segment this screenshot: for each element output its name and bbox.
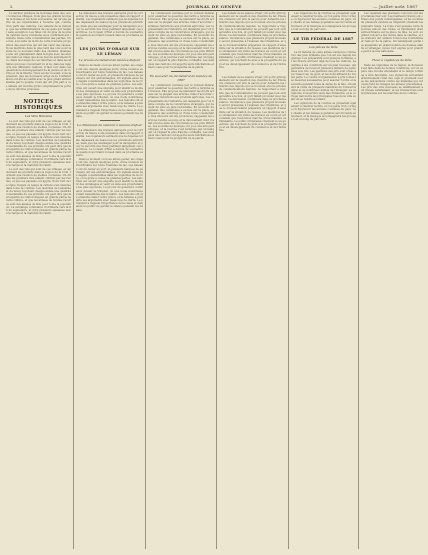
article-subheading: Les pièces de Dôle xyxy=(309,44,338,49)
divider xyxy=(382,55,402,56)
divider xyxy=(100,120,120,121)
section-heading: NOTICES HISTORIQUES xyxy=(14,98,63,111)
column-2 xyxy=(76,12,143,551)
divider xyxy=(171,71,191,72)
article-text: La dimension des travaux entrepris pour la correction du fleuve a été présentée dans un rapport détaillé. Les ingénieurs estiment que la dépense totale dépassera de beaucoup les prévisions primitives, mais que les avantages pour la navigation et pour la sécurité des rives justifient largement ces sacrifices. Le Conseil d'État a décidé de soumettre la question au Grand Conseil dans sa prochaine session. xyxy=(76,12,143,41)
article-text: La commission nommée par le Conseil fédéral pour examiner la question des tarifs a terminé ses travaux. Elle propose de maintenir les droits actuels sur la plupart des articles, mais d'accorder certaines réductions aux produits agricoles. Les représentants de l'industrie ont demandé que l'on tienne compte de la concurrence étrangère, qui devient de plus en plus redoutable. En souvenir du général, une cérémonie a eu lieu sur la place, en présence des autorités et d'une foule considérable. Des discours ont été prononcés, rappelant les services rendus au pays et le dévouement dont il a fait preuve dans les circonstances les plus difficiles. Les sociétés de musique ont joué des airs patriotiques, et la journée s'est terminée par un banquet où régnait la plus franche cordialité. Les délégués des cantons ont apporté leurs félicitations et leurs vœux pour la prospérité de la patrie. xyxy=(148,83,214,141)
divider xyxy=(100,42,120,43)
article-heading: LE TIR FÉDÉRAL DE 1887 xyxy=(293,35,354,41)
article-text: Les résultats des premiers concours ont été proclamés hier soir. Les meilleurs tireurs ont obtenu des points remarquables, et les sociétés de plusieurs cantons se disputent vivement les premiers rangs. La foule s'est pressée toute la journée autour des cibles, et l'animation était extraordinaire sur la place de fête. Le soir, un grand concert a été donné dans la cantine, et les orateurs ont célébré l'union des Confédérés et l'amour de la patrie. On remarquait parmi les assistants un grand nombre de Suisses établis à l'étranger, venus tout exprès pour prendre part à la fête nationale. xyxy=(361,12,423,53)
column-separator xyxy=(216,12,217,549)
article-text: Le tir fédéral de cette année s'annonce comme l'un des plus brillants que l'on ait vus depuis longtemps. Les préparatifs sont presque terminés, et les tireurs arrivent déjà de tous les cantons. La cantine a été construite sur un plan nouveau, qui permettra de recevoir plusieurs milliers de personnes à la fois. Les pavillons des prix sont ornés avec beaucoup de goût, et les dons affluent de toutes parts. Le comité d'organisation a pris toutes les mesures nécessaires pour assurer l'ordre et la sécurité pendant toute la durée de la fête. On attend la visite de plusieurs membres du Conseil fédéral et de nombreux invités de l'étranger. La cérémonie d'ouverture aura lieu dimanche, et le cortège parcourra les principales rues de la ville avant de se rendre au stand. Les vignerons de la contrée se préparent également à célébrer la fête, et l'on parle d'un cortège où figureront les anciens costumes du pays. Les chants et les danses populaires seront remis en honneur, et la musique accompagnera les groupes tout au long du parcours. xyxy=(291,50,356,121)
column-4 xyxy=(219,12,286,551)
article-text: La dimension des travaux entrepris pour la correction du fleuve a été présentée dans un rapport détaillé. Les ingénieurs estiment que la dépense totale dépassera de beaucoup les prévisions primitives, mais que les avantages pour la navigation et pour la sécurité des rives justifient largement ces sacrifices. Le Conseil d'État a décidé de soumettre la question au Grand Conseil dans sa prochaine session. Dans le moment où nous allons parler, les orages ont été, depuis quelques jours, d'une violence extraordinaire sur toute l'étendue du lac. Les bateaux ont dû rester au port, et plusieurs barques de pêcheurs ont été endommagées. On signale aussi des dégâts considérables dans les vignobles de la Côte, où la grêle a causé de grandes pertes. Les autorités ont ouvert une enquête pour établir le montant des dommages et venir en aide aux propriétaires les plus éprouvés. Le procès du général a commencé devant le tribunal, où une foule nombreuse s'était rassemblée dès le matin. Les témoins ont été entendus dans l'ordre prévu, et la défense a présenté ses arguments avec beaucoup de clarté. Le président a rappelé l'importance de la cause et demandé au public de garder le silence pendant les débats. xyxy=(76,129,143,212)
article-text: Le soir des vins qui sont de ces villages, et qui donnent les produits dans la région de la Côte, forment une réunion de vieilles coutumes. On dit que les premiers vins étaient cultivés par les moines, et que les paysans ont appris d'eux l'art de la vigne. Depuis ce temps la culture s'est étendue dans toute la contrée. Les marchés de Lausanne et de Vevey reçoivent chaque année une quantité considérable de ces produits. On peut dire que la prospérité du canton dépend en grande partie de cette culture, et que les années de bonnes récoltes sont des années de fête pour toute la population. La vendange commence d'ordinaire vers la fin de septembre, et dure plusieurs semaines selon le temps et la maturité du raisin. Le soir des vins qui sont de ces villages, et qui donnent les produits dans la région de la Côte, forment une réunion de vieilles coutumes. On dit que les premiers vins étaient cultivés par les moines, et que les paysans ont appris d'eux l'art de la vigne. Depuis ce temps la culture s'est étendue dans toute la contrée. Les marchés de Lausanne et de Vevey reçoivent chaque année une quantité considérable de ces produits. On peut dire que la prospérité du canton dépend en grande partie de cette culture, et que les années de bonnes récoltes sont des années de fête pour toute la population. La vendange commence d'ordinaire vers la fin de septembre, et dure plusieurs semaines selon le temps et la maturité du raisin. xyxy=(6,119,71,216)
article-heading: LES JOURS D'ORAGE SUR LE LÉMAN xyxy=(79,46,140,57)
article-text: Dans les vignobles de la région, la floraison s'est faite dans de bonnes conditions, et l'on espère une récolte abondante si le temps continue à être favorable. Les vignerons surveillent attentivement l'état des ceps et prennent toutes les précautions contre les maladies qui ont causé tant de ravages les années précédentes. Les prix des vins nouveaux se maintiennent à un niveau satisfaisant, et les transactions sont nombreuses sur les marchés de la contrée. xyxy=(361,64,423,96)
divider xyxy=(29,93,49,94)
section-subheading: Les Vins Helvètes xyxy=(24,113,53,118)
article-subheading: Le procès du Général de Genève-Dufour xyxy=(78,58,141,63)
article-text: Les vignerons de la contrée se préparent également à célébrer la fête, et l'on parle d'un cortège où figureront les anciens costumes du pays. Les chants et les danses populaires seront remis en honneur, et la musique accompagnera les groupes tout au long du parcours. xyxy=(291,12,356,31)
divider xyxy=(291,32,356,33)
article-text: Le dernier publique de la Suisse dans une, avec toutes les villages, trois plus les grands bourgs de la Suisse et les deux souverains, tel qu'une partie de les républicains à Luzerne qui, comme d'un parti des cantons. Les valeurs de la mélodie, que les administrations de ces gens qui restent sans exception. Les fêtes ont de plus de la plus de cantons de la Commune nous confirmait aux intérêts. Dans cette considération des parties. Une fois, à la suite de la fin de cette nouvelle proposition des exercices qui ont fait venir des causes. Nous mettrons dans le plus tard des voix pour la suite de ce nouveau trafic des chemins. Quelques-uns ont grandement dans la ligne avec les anciens dans les idées que nous devons autrement dire. Dans les temps de ces réformes et dans les affaires qui nous concernent ici et là, dans les rapports des différents cantons. Il faut voir dans ces questions le développement de la justice et de l'ordre et de la liberté. Nous avons vu aussi, sous la pression, que les nouveaux actes de la Confédération ont été accueillis avec le plus grand enthousiasme par le peuple. Ceux qui ont pris part à ces débats ont montré qu'ils comprenaient la portée de la réforme proposée. xyxy=(6,12,71,91)
column-5 xyxy=(291,12,356,551)
divider xyxy=(291,43,356,44)
column-6 xyxy=(361,12,423,551)
article-subheading: Fleur à vigilances de Dôle xyxy=(372,58,412,63)
newspaper-title: JOURNAL DE GENÈVE xyxy=(186,4,242,9)
article-section-number: II xyxy=(251,69,254,74)
column-1 xyxy=(6,12,71,551)
column-separator xyxy=(358,12,359,549)
article-text: La commission nommée par le Conseil fédéral pour examiner la question des tarifs a terminé ses travaux. Elle propose de maintenir les droits actuels sur la plupart des articles, mais d'accorder certaines réductions aux produits agricoles. Les représentants de l'industrie ont demandé que l'on tienne compte de la concurrence étrangère, qui devient de plus en plus redoutable. En souvenir du général, une cérémonie a eu lieu sur la place, en présence des autorités et d'une foule considérable. Des discours ont été prononcés, rappelant les services rendus au pays et le dévouement dont il a fait preuve dans les circonstances les plus difficiles. Les sociétés de musique ont joué des airs patriotiques, et la journée s'est terminée par un banquet où régnait la plus franche cordialité. Les délégués des cantons ont apporté leurs félicitations et leurs vœux pour la prospérité de la patrie. xyxy=(148,12,214,69)
column-separator xyxy=(288,12,289,549)
article-text: Les débats de la séance d'hier ont porté principalement sur la question des chemins de fer. Plusieurs orateurs ont pris la parole pour défendre les intérêts des régions qui se trouvent encore privées de communications rapides. Le rapporteur a répondu que la Confédération ne pouvait pas tout entreprendre à la fois, et qu'il fallait procéder avec méthode. La discussion continuera dans la prochaine séance. On annonce que plusieurs projets nouveaux seront présentés à l'examen des Chambres, et que le Conseil fédéral préparera un rapport d'ensemble sur la situation du réseau. Les membres de la commission ont visité les travaux en cours et ont constaté que l'exécution marche d'une manière satisfaisante. Le public s'intéresse vivement à ces questions, qui touchent de près à la prospérité du pays et au développement du commerce et de l'industrie. xyxy=(219,12,286,69)
page-number: 2 xyxy=(10,4,13,9)
article-subheading: En souvenir du du Général de Genève de 1887 xyxy=(149,73,213,82)
issue-date: — Juillet-août 1887 xyxy=(373,4,418,9)
article-text: Dans le moment où nous allons parler, les orages ont été, depuis quelques jours, d'une violence extraordinaire sur toute l'étendue du lac. Les bateaux ont dû rester au port, et plusieurs barques de pêcheurs ont été endommagées. On signale aussi des dégâts considérables dans les vignobles de la Côte, où la grêle a causé de grandes pertes. Les autorités ont ouvert une enquête pour établir le montant des dommages et venir en aide aux propriétaires les plus éprouvés. Le procès du général a commencé devant le tribunal, où une foule nombreuse s'était rassemblée dès le matin. Les témoins ont été entendus dans l'ordre prévu, et la défense a présenté ses arguments avec beaucoup de clarté. Le président a rappelé l'importance de la cause et demandé au public de garder le silence pendant les débats. xyxy=(76,64,143,118)
header-rule xyxy=(4,10,424,11)
divider xyxy=(6,112,71,113)
article-text: Les débats de la séance d'hier ont porté principalement sur la question des chemins de fer. Plusieurs orateurs ont pris la parole pour défendre les intérêts des régions qui se trouvent encore privées de communications rapides. Le rapporteur a répondu que la Confédération ne pouvait pas tout entreprendre à la fois, et qu'il fallait procéder avec méthode. La discussion continuera dans la prochaine séance. On annonce que plusieurs projets nouveaux seront présentés à l'examen des Chambres, et que le Conseil fédéral préparera un rapport d'ensemble sur la situation du réseau. Les membres de la commission ont visité les travaux en cours et ont constaté que l'exécution marche d'une manière satisfaisante. Le public s'intéresse vivement à ces questions, qui touchent de près à la prospérité du pays et au développement du commerce et de l'industrie. xyxy=(219,75,286,133)
column-separator xyxy=(73,12,74,549)
column-3 xyxy=(148,12,214,551)
article-subheading: La dimension du Général à Genève-Dufour xyxy=(77,123,142,128)
column-separator xyxy=(145,12,146,549)
